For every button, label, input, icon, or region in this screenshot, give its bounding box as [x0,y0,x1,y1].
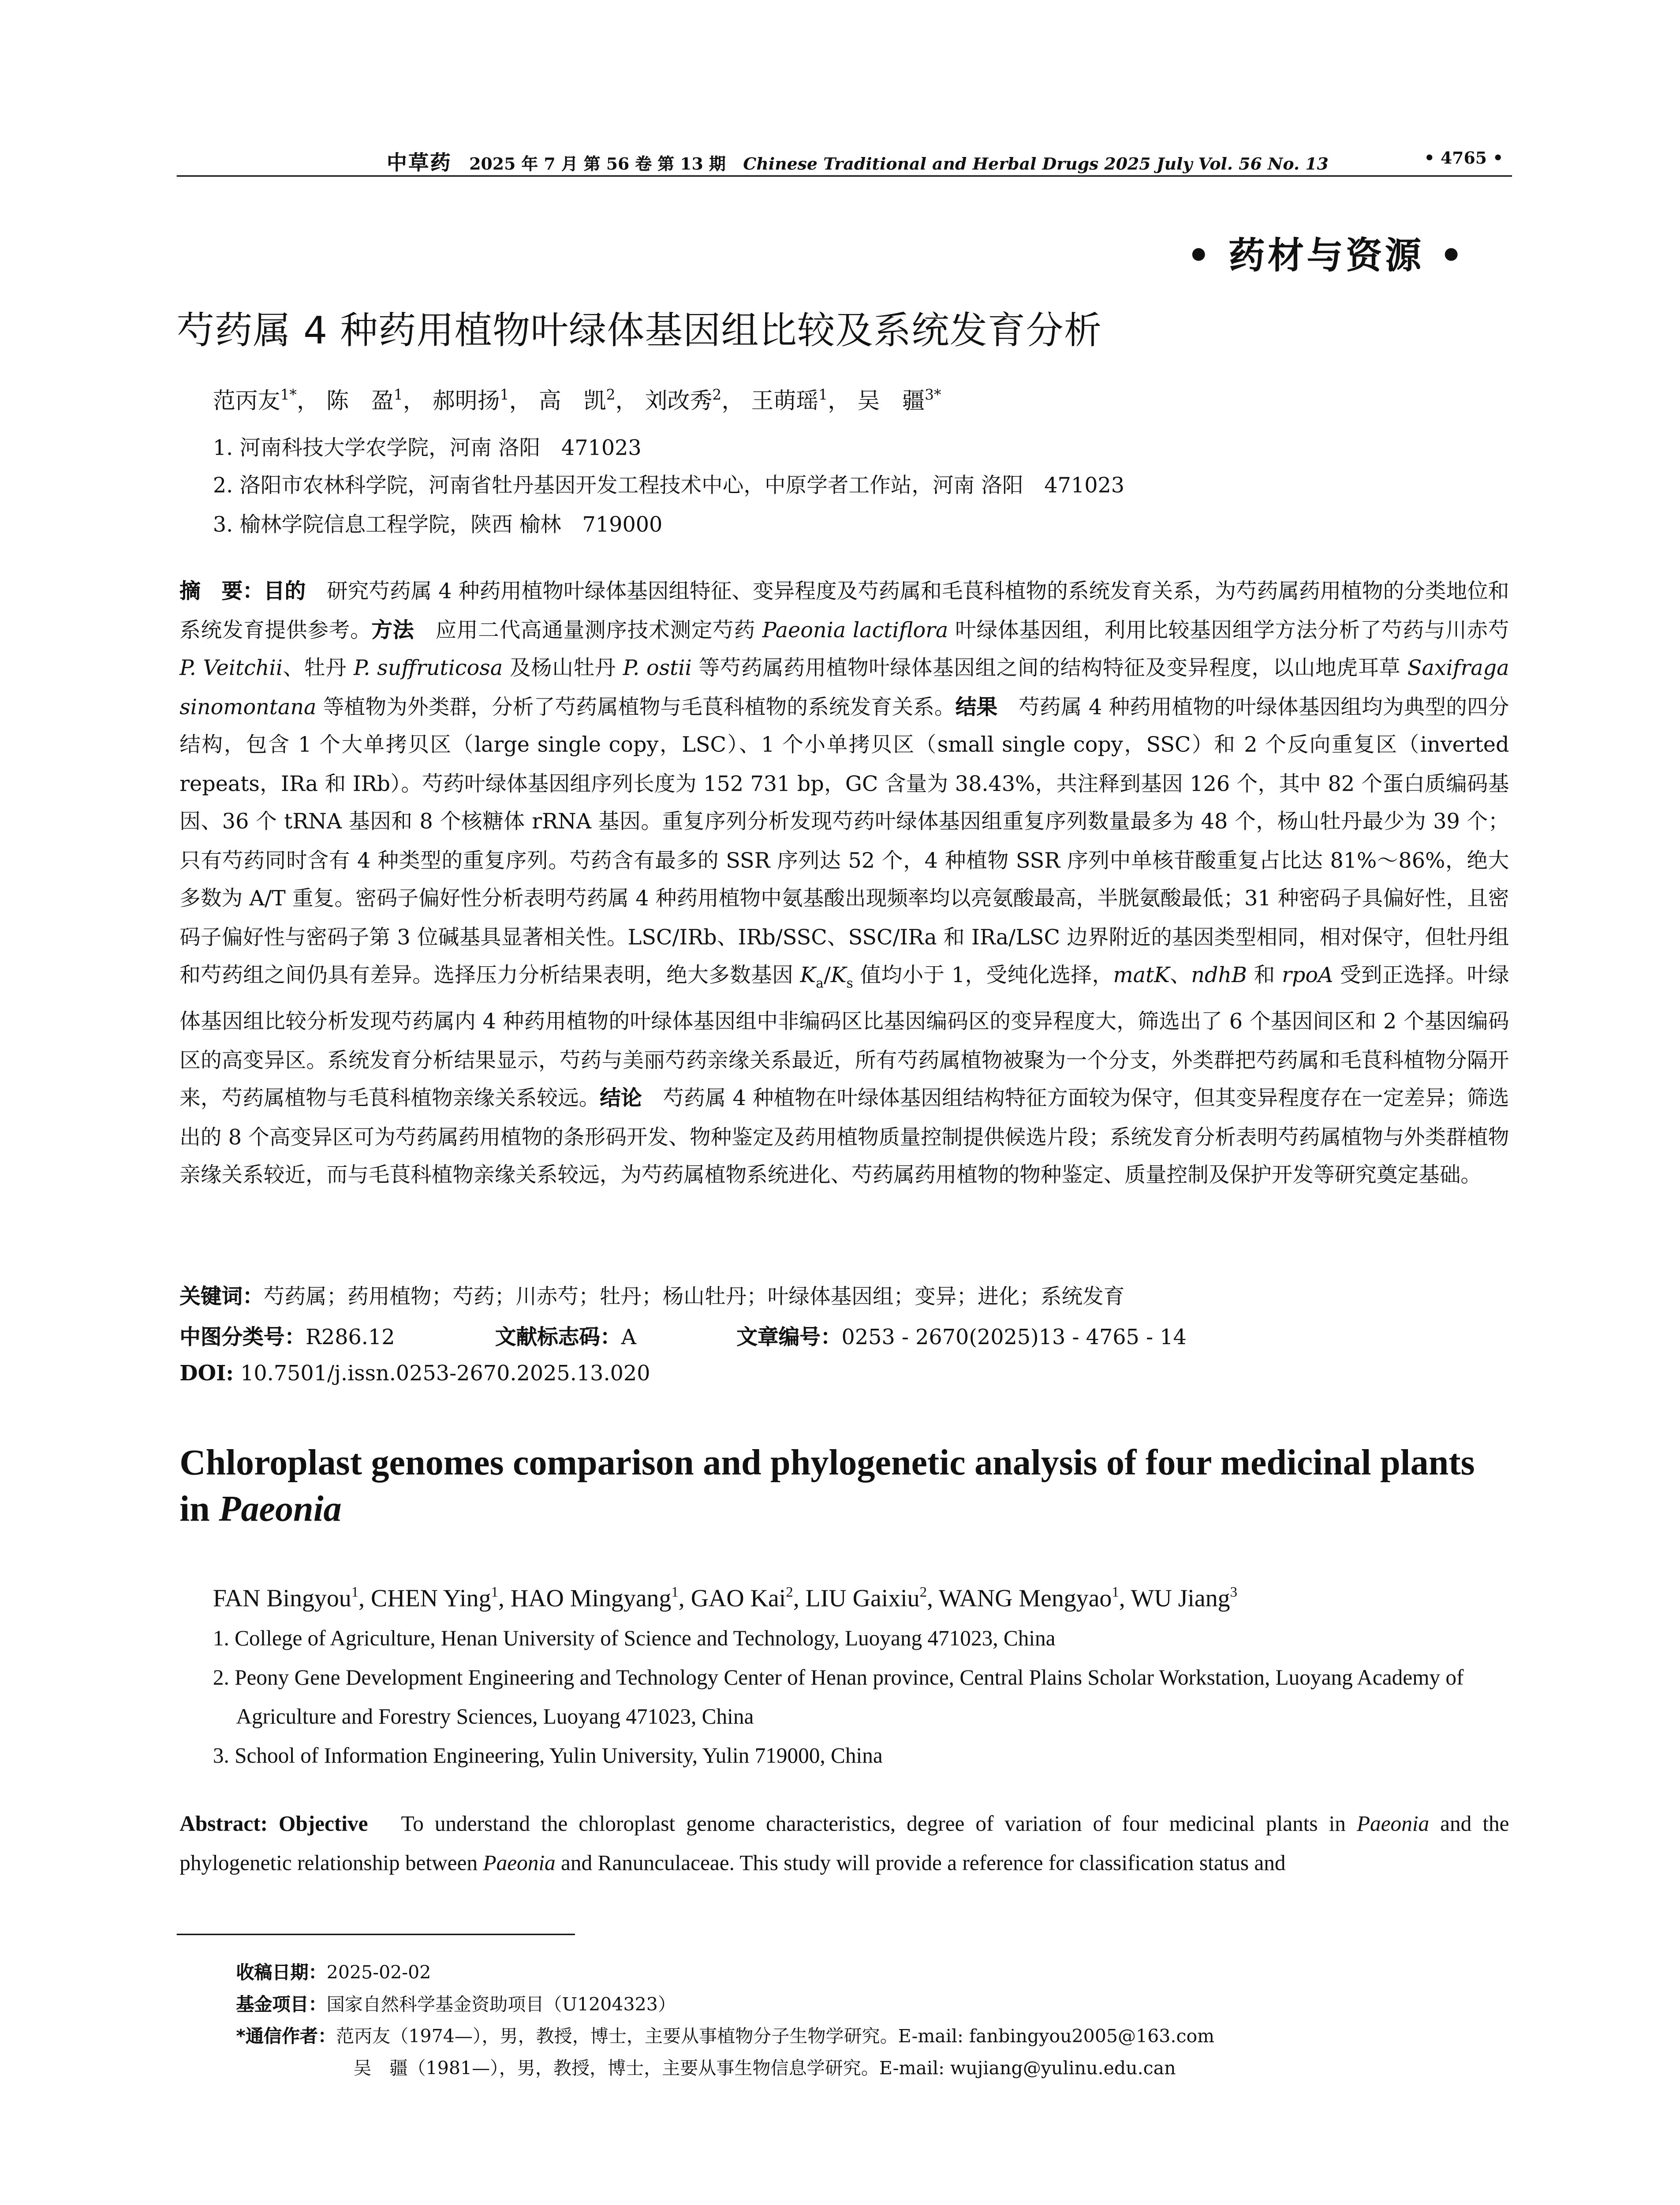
cn-affiliation: 3. 榆林学院信息工程学院，陕西 榆林 719000 [213,514,663,538]
ka-subscript: a [816,977,824,992]
doi-label: DOI: [179,1361,234,1387]
result-text: 受到正选择。叶绿体基因组比较分析发现芍药属内 4 种药用植物的叶绿体基因组中非编码区比基因编码区的变异程度大，筛选出了 6 个基因间区和 2 个基因编码区的高变异区。系统发育分析结果显示，芍药与美丽芍药亲缘关系最近，所有芍药属植物被聚为一个分支，外类群把芍药属和毛茛科植物分隔开来，芍药属植物与毛茛科植物亲缘关系较远。 [179,964,1509,1112]
article-no-label: 文章编号： [736,1327,842,1350]
en-abstract-text: and Ranunculaceae. This study will provide a reference for classification status and [555,1852,1286,1876]
keywords [179,1280,1124,1311]
keywords-label: 关键词： [179,1286,264,1310]
en-author: HAO Mingyang$^1$ [510,1585,679,1612]
ks-subscript: s [846,977,853,992]
en-affiliation: 3. School of Information Engineering, Yulin University, Yulin 719000, China [213,1745,883,1769]
method-text: 应用二代高通量测序技术测定芍药 [435,619,762,643]
result-text: 值均小于 1，受纯化选择， [853,964,1113,988]
footnote-received [236,1958,431,1984]
objective-label: 目的 [263,581,306,604]
method-text: 、牡丹 [282,658,354,681]
classification-line [179,1321,1187,1351]
en-author: FAN Bingyou$^1$ [213,1585,359,1612]
species-name: P. Veitchii [179,658,283,681]
footnote-corresponding [236,2022,1214,2048]
conclusion-label: 结论 [600,1088,642,1112]
method-text: 等植物为外类群，分析了芍药属植物与毛茛科植物的系统发育关系。 [316,696,956,719]
received-date: 2025-02-02 [326,1961,431,1983]
article-no-value: 0253 - 2670(2025)13 - 4765 - 14 [841,1327,1187,1350]
cn-author: 刘改秀$^2$ [645,388,722,415]
gene-name: matK [1113,964,1170,988]
en-authors: FAN Bingyou$^1$, CHEN Ying$^1$, HAO Mingyang$^1$, GAO Kai$^2$, LIU Gaixiu$^2$, WANG Mengyao$^1$, WU Jiang$^3$ [213,1585,1237,1612]
result-label: 结果 [955,696,998,719]
method-label: 方法 [371,619,414,643]
result-text: 、 [1169,964,1191,988]
en-affiliation: 1. College of Agriculture, Henan University of Science and Technology, Luoyang 471023, China [213,1628,1056,1652]
en-author: WU Jiang$^3$ [1131,1585,1237,1612]
en-title [179,1441,1483,1534]
page-number: • 4765 • [1424,148,1504,168]
footnote-rule [177,1934,575,1935]
cn-affiliation: 2. 洛阳市农林科学院，河南省牡丹基因开发工程技术中心，中原学者工作站，河南 洛阳 471023 [213,475,1125,498]
header-center [387,148,1329,177]
footnote-fund [236,1990,676,2016]
en-affiliation: 2. Peony Gene Development Engineering and Technology Center of Henan province, Central Plains Scholar Workstation, Luoyang Academy of Agriculture and Forestry Sciences, Luoyang 471023, China [213,1667,1464,1730]
cn-author: 王萌瑶$^1$ [751,388,828,415]
corr-label: *通信作者： [236,2025,336,2047]
running-header [177,148,1512,174]
species-name: Saxifraga sinomontana [179,658,1509,719]
clc-label: 中图分类号： [179,1327,306,1350]
ka-symbol: K [800,964,816,988]
cn-author: 高 凯$^2$ [538,388,616,415]
section-label: • 药材与资源 • [1187,235,1466,277]
doi-line [179,1361,650,1386]
cn-abstract [179,574,1509,1196]
footnote-corresponding-2: 吴 疆（1981—），男，教授，博士，主要从事生物信息学研究。E-mail: wujiang@yulinu.edu.can [353,2056,1176,2079]
en-author: WANG Mengyao$^1$ [938,1585,1119,1612]
keywords-text: 芍药属；药用植物；芍药；川赤芍；牡丹；杨山牡丹；叶绿体基因组；变异；进化；系统发育 [263,1286,1125,1310]
clc-value: R286.12 [306,1327,395,1350]
cn-author: 郝明扬$^1$ [432,388,509,415]
en-author: GAO Kai$^2$ [691,1585,793,1612]
doc-code-value: A [621,1327,637,1350]
abstract-label: 摘 要： [179,581,264,604]
result-text: 和 [1247,964,1282,988]
gene-name: rpoA [1282,964,1333,988]
cn-author: 范丙友$^{1*}$ [213,388,297,415]
cn-author: 吴 疆$^{3*}$ [857,388,941,415]
en-author: LIU Gaixiu$^2$ [805,1585,927,1612]
en-title-text: Chloroplast genomes comparison and phylogenetic analysis of four medicinal plants in [179,1444,1475,1530]
doc-code-label: 文献标志码： [495,1327,621,1350]
fund-label: 基金项目： [236,1993,327,2015]
fund-text: 国家自然科学基金资助项目（U1204323） [326,1993,676,2015]
en-abstract-text: To understand the chloroplast genome characteristics, degree of variation of four medicinal plants in [401,1813,1357,1837]
species-name: Paeonia lactiflora [762,619,948,643]
en-author: CHEN Ying$^1$ [371,1585,498,1612]
gene-name: ndhB [1191,964,1247,988]
cn-affiliation: 1. 河南科技大学农学院，河南 洛阳 471023 [213,437,642,461]
cn-title: 芍药属 4 种药用植物叶绿体基因组比较及系统发育分析 [176,310,1102,354]
doi-value[interactable]: 10.7501/j.issn.0253-2670.2025.13.020 [240,1363,650,1387]
journal-name: 中草药 [386,152,452,176]
en-title-genus: Paeonia [219,1490,342,1530]
result-text: 芍药属 4 种药用植物的叶绿体基因组均为典型的四分结构，包含 1 个大单拷贝区（large single copy，LSC）、1 个小单拷贝区（small single copy，SSC）和 2 个反向重复区（inverted repeats，IRa 和 IRb）。芍药叶绿体基因组序列长度为 152 731 bp，GC 含量为 38.43%，共注释到基因 126 个，其中 82 个蛋白质编码基因、36 个 tRNA 基因和 8 个核糖体 rRNA 基因。重复序列分析发现芍药叶绿体基因组重复序列数量最多为 48 个，杨山牡丹最少为 39 个；只有芍药同时含有 4 种类型的重复序列。芍药含有最多的 SSR 序列达 52 个，4 种植物 SSR 序列中单核苷酸重复占比达 81%～86%，绝大多数为 A/T 重复。密码子偏好性分析表明芍药属 4 种药用植物中氨基酸出现频率均以亮氨酸最高，半胱氨酸最低；31 种密码子具偏好性，且密码子偏好性与密码子第 3 位碱基具显著相关性。LSC/IRb、IRb/SSC、SSC/IRa 和 IRa/LSC 边界附近的基因类型相同，相对保守，但牡丹组和芍药组之间仍具有差异。选择压力分析结果表明，绝大多数基因 [179,696,1509,988]
received-label: 收稿日期： [236,1961,327,1983]
objective-text: 研究芍药属 4 种药用植物叶绿体基因组特征、变异程度及芍药属和毛茛科植物的系统发育关系，为芍药属药用植物的分类地位和系统发育提供参考。 [179,581,1509,643]
ks-symbol: K [831,964,847,988]
genus-name: Paeonia [1356,1813,1430,1837]
cn-author: 陈 盈$^1$ [326,388,403,415]
conclusion-text: 芍药属 4 种植物在叶绿体基因组结构特征方面较为保守，但其变异程度存在一定差异；筛选出的 8 个高变异区可为芍药属药用植物的条形码开发、物种鉴定及药用植物质量控制提供候选片段；系统发育分析表明芍药属植物与外类群植物亲缘关系较近，而与毛茛科植物亲缘关系较远，为芍药属植物系统进化、芍药属药用植物的物种鉴定、质量控制及保护开发等研究奠定基础。 [179,1088,1509,1188]
slash: / [823,964,831,988]
en-abstract-label: Abstract: Objective [179,1813,368,1837]
en-abstract [179,1806,1509,1884]
cn-authors: 范丙友$^{1*}$， 陈 盈$^1$， 郝明扬$^1$， 高 凯$^2$， 刘改秀$^2$， 王萌瑶$^1$， 吴 疆$^{3*}$ [213,388,941,415]
method-text: 叶绿体基因组，利用比较基因组学方法分析了芍药与川赤芍 [948,619,1509,643]
species-name: P. ostii [623,658,692,681]
issue-en: Chinese Traditional and Herbal Drugs 2025 July Vol. 56 No. 13 [743,153,1329,174]
species-name: P. suffruticosa [353,658,503,681]
method-text: 及杨山牡丹 [503,658,623,681]
method-text: 等芍药属药用植物叶绿体基因组之间的结构特征及变异程度，以山地虎耳草 [691,658,1407,681]
corr-author-1: 范丙友（1974—），男，教授，博士，主要从事植物分子生物学研究。E-mail: fanbingyou2005@163.com [336,2025,1215,2047]
genus-name: Paeonia [483,1852,556,1876]
header-rule [177,175,1512,176]
en-abstract-text: and the phylogenetic relationship between [179,1813,1509,1876]
issue-cn: 2025 年 7 月 第 56 卷 第 13 期 [469,153,726,174]
